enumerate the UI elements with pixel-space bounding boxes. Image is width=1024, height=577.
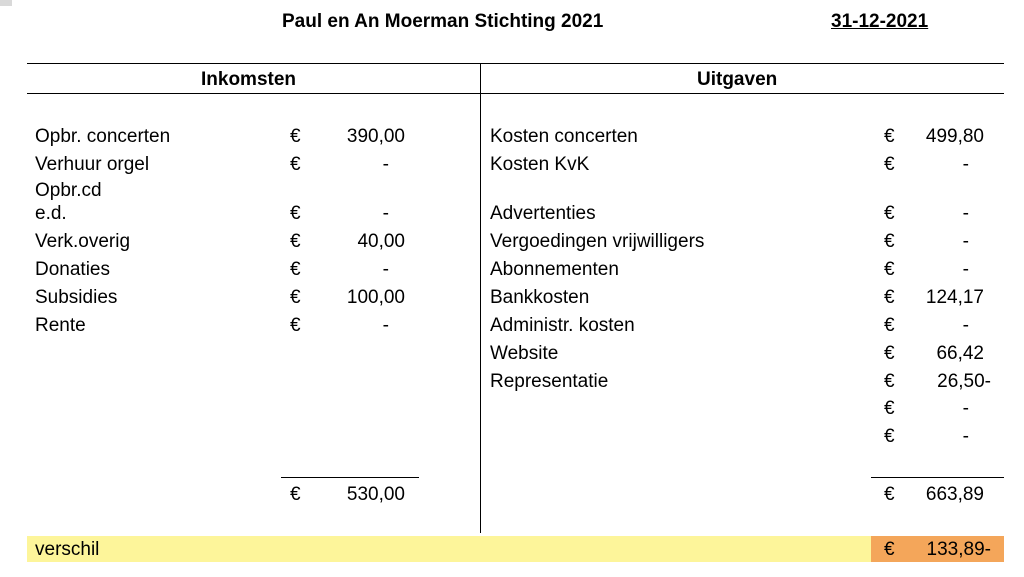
expense-item-label: Advertenties [490,203,596,224]
currency-symbol: € [290,203,301,224]
currency-symbol: € [290,287,301,308]
expense-header: Uitgaven [697,69,778,90]
expense-item-value: - [962,231,969,252]
currency-symbol: € [290,259,301,280]
expense-item-value: - [962,203,969,224]
page-title: Paul en An Moerman Stichting 2021 [282,11,604,32]
currency-symbol: € [884,154,895,175]
currency-symbol: € [884,287,895,308]
expense-item-label: Bankkosten [490,287,590,308]
expense-item-label: Kosten concerten [490,126,638,147]
income-item-value: - [382,315,389,336]
income-item-label: Verhuur orgel [35,154,150,175]
header-top-rule [27,63,1004,64]
expense-item-value: - [962,259,969,280]
expense-item-value: - [962,426,969,447]
currency-symbol: € [884,259,895,280]
currency-symbol: € [290,315,301,336]
income-item-label: e.d. [35,203,67,224]
currency-symbol: € [884,203,895,224]
expense-item-label: Abonnementen [490,259,619,280]
difference-row [27,536,871,562]
cell-corner-marker [0,0,12,6]
income-item-value: 100,00 [346,287,405,308]
currency-symbol: € [290,154,301,175]
currency-symbol: € [884,484,895,505]
income-total-value: 530,00 [346,484,405,505]
income-item-value: - [382,259,389,280]
currency-symbol: € [884,398,895,419]
expense-item-value: - [962,398,969,419]
income-item-label: Verk.overig [35,231,131,252]
income-item-label: Rente [35,315,86,336]
expense-item-label: Website [490,343,559,364]
expense-item-value: - [962,315,969,336]
currency-symbol: € [884,371,895,392]
expense-item-value: 66,42 [936,343,984,364]
expense-item-value: 499,80 [925,126,984,147]
expense-item-value: 124,17 [925,287,984,308]
difference-value: 133,89- [926,539,991,560]
income-item-value: - [382,154,389,175]
income-item-value: - [382,203,389,224]
currency-symbol: € [884,231,895,252]
currency-symbol: € [884,343,895,364]
currency-symbol: € [884,126,895,147]
income-header: Inkomsten [201,69,297,90]
income-item-label: Opbr.cd [35,180,102,201]
income-item-label: Donaties [35,259,110,280]
income-item-value: 40,00 [357,231,405,252]
column-divider [480,63,481,533]
report-date: 31-12-2021 [831,11,929,32]
currency-symbol: € [290,231,301,252]
income-item-value: 390,00 [346,126,405,147]
currency-symbol: € [290,484,301,505]
expense-total-value: 663,89 [925,484,984,505]
currency-symbol: € [884,426,895,447]
expense-item-label: Vergoedingen vrijwilligers [490,231,705,252]
expense-item-label: Kosten KvK [490,154,590,175]
expense-item-value: 26,50- [937,371,991,392]
currency-symbol: € [290,126,301,147]
expense-total-rule [871,477,1004,478]
header-bottom-rule [27,93,1004,94]
currency-symbol: € [884,539,895,560]
income-item-label: Opbr. concerten [35,126,171,147]
expense-item-value: - [962,154,969,175]
income-item-label: Subsidies [35,287,118,308]
expense-item-label: Administr. kosten [490,315,635,336]
currency-symbol: € [884,315,895,336]
difference-label: verschil [35,539,100,560]
expense-item-label: Representatie [490,371,609,392]
income-total-rule [281,477,419,478]
